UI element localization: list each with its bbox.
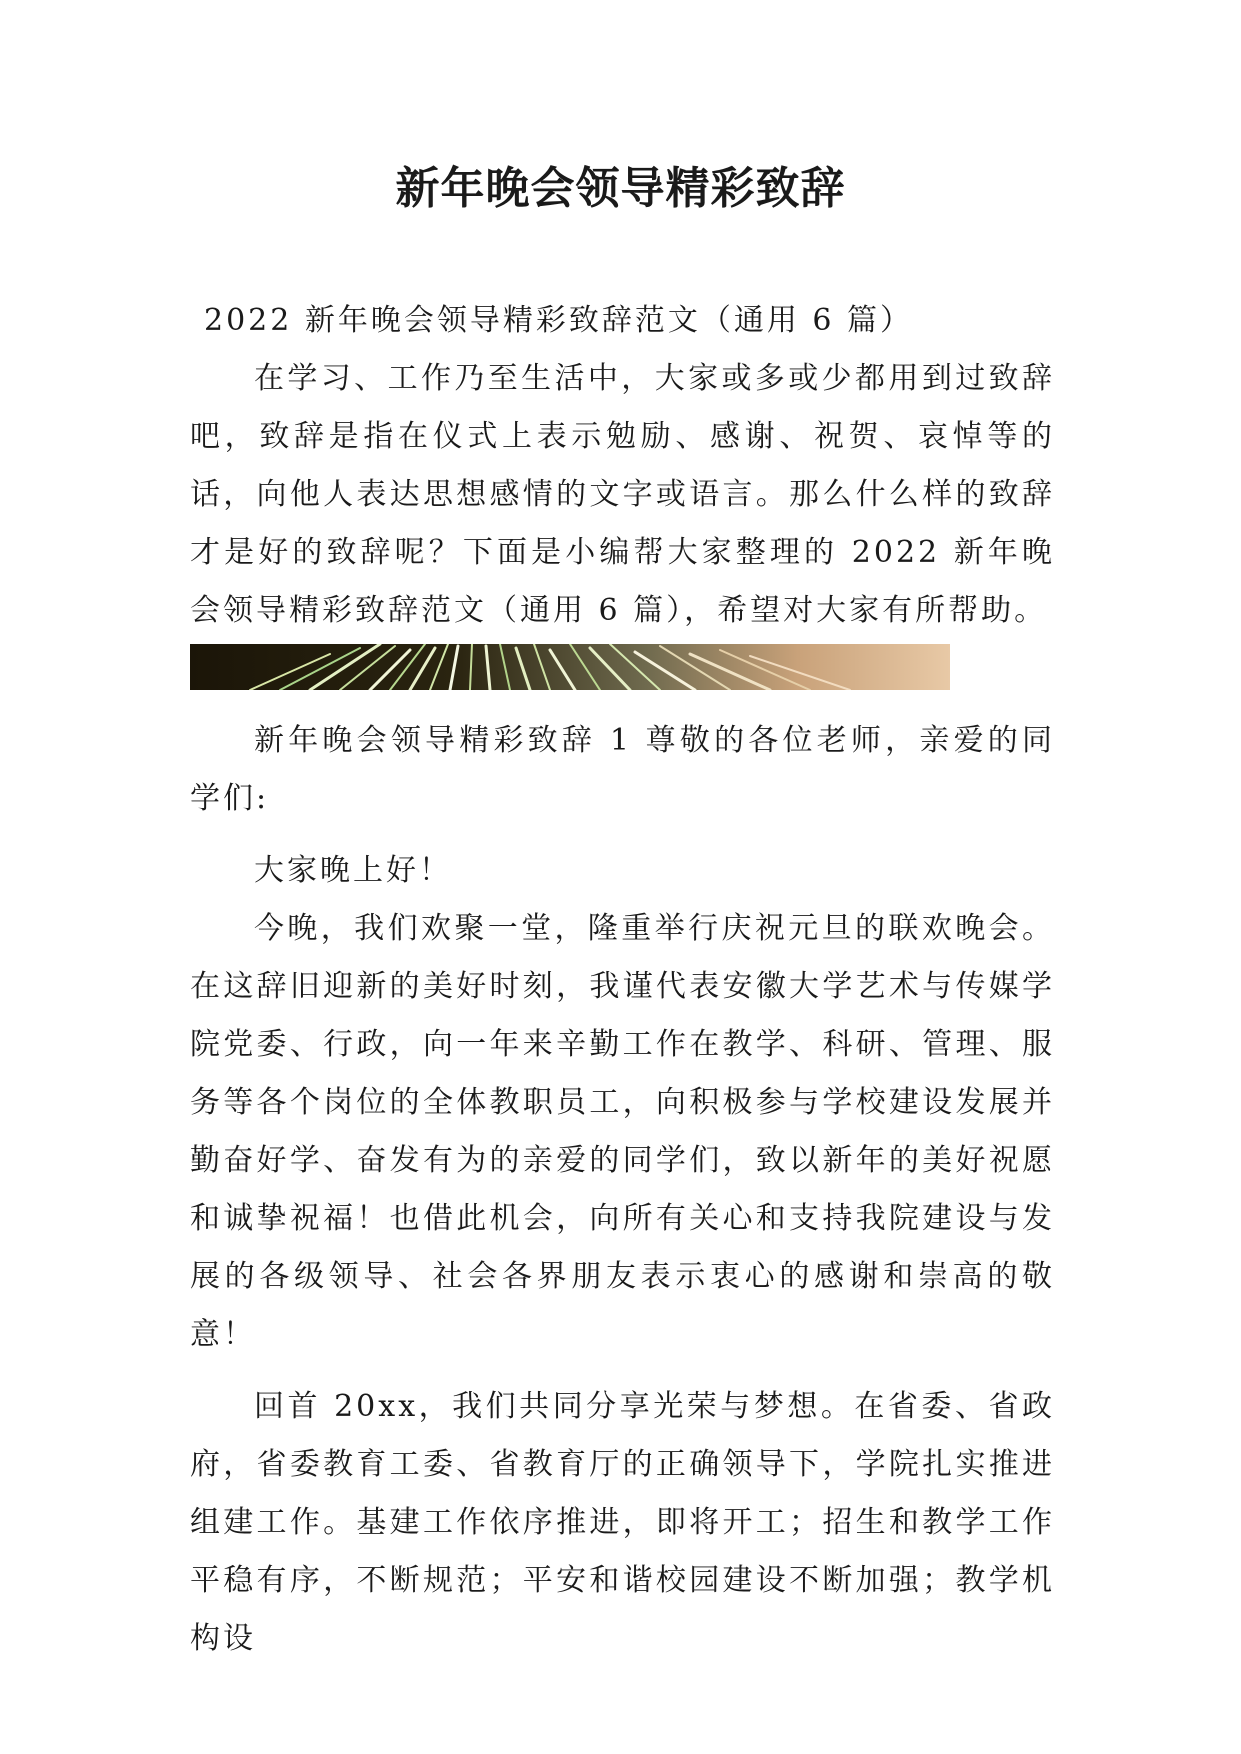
speech-paragraph-1: 新年晚会领导精彩致辞 1 尊敬的各位老师，亲爱的同学们: (190, 723, 1055, 816)
speech-paragraph-2: 大家晚上好！ (254, 853, 452, 888)
document-subtitle: 2022 新年晚会领导精彩致辞范文（通用 6 篇） (204, 303, 914, 338)
speech-paragraph-3: 今晚，我们欢聚一堂，隆重举行庆祝元旦的联欢晚会。在这辞旧迎新的美好时刻，我谨代表安徽大学艺术与传媒学院党委、行政，向一年来辛勤工作在教学、科研、管理、服务等各个岗位的全体教职员工，向积极参与学校建设发展并勤奋好学、奋发有为的亲爱的同学们，致以新年的美好祝愿和诚挚祝福！也借此机会，向所有关心和支持我院建设与发展的各级领导、社会各界朋友表示衷心的感谢和崇高的敬意！ (190, 911, 1055, 1352)
intro-paragraph: 在学习、工作乃至生活中，大家或多或少都用到过致辞吧，致辞是指在仪式上表示勉励、感谢、祝贺、哀悼等的话，向他人表达思想感情的文字或语言。那么什么样的致辞才是好的致辞呢？下面是小编帮大家整理的 2022 新年晚会领导精彩致辞范文（通用 6 篇），希望对大家有所帮助。 (190, 361, 1055, 628)
document-title: 新年晚会领导精彩致辞 (395, 163, 846, 214)
speech-paragraph-4: 回首 20xx，我们共同分享光荣与梦想。在省委、省政府，省委教育工委、省教育厅的正确领导下，学院扎实推进组建工作。基建工作依序推进，即将开工；招生和教学工作平稳有序，不断规范；平安和谐校园建设不断加强；教学机构设 (190, 1389, 1055, 1656)
document-body (190, 292, 1055, 1668)
fireworks-banner-image (190, 644, 950, 690)
